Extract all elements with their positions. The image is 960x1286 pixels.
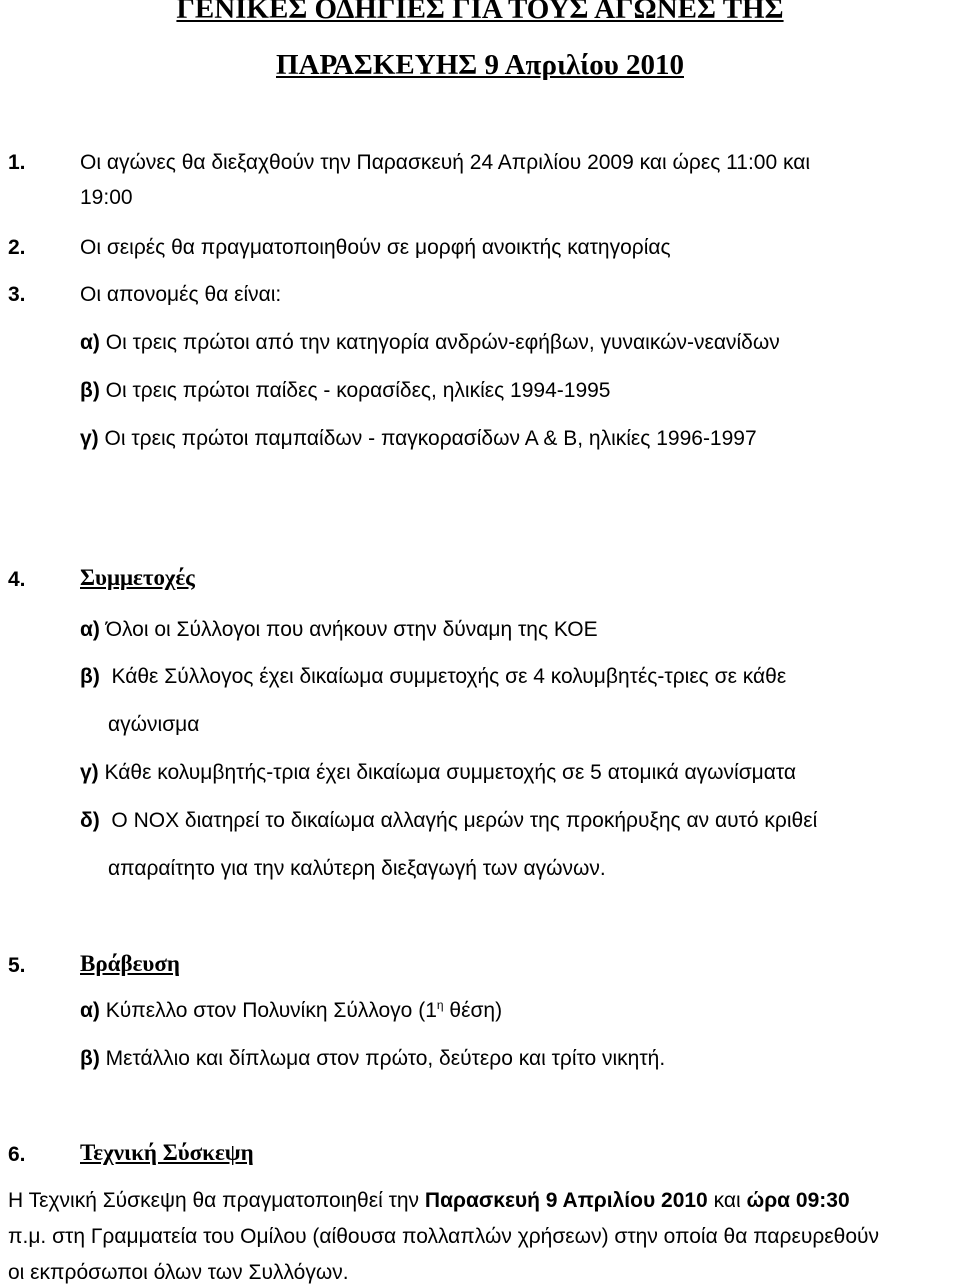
section-4-heading [80,565,195,592]
section-3-item-c [80,426,757,452]
superscript: η [436,998,444,1012]
item-text: Οι τρεις πρώτοι παμπαίδων - παγκορασίδων Α & Β, ηλικίες 1996-1997 [98,427,757,450]
item-text: Όλοι οι Σύλλογοι που ανήκουν στην δύναμη της ΚΟΕ [99,618,598,641]
section-5-item-a [80,998,502,1024]
item-text: Οι τρεις πρώτοι από την κατηγορία ανδρών-εφήβων, γυναικών-νεανίδων [99,331,780,354]
section-4-number: 4. [8,568,26,591]
item-label: α) [80,331,100,354]
section-4-item-c [80,760,796,786]
item-text: Μετάλλιο και δίπλωμα στον πρώτο, δεύτερο και τρίτο νικητή. [99,1047,666,1070]
section-4-item-b-cont: αγώνισμα [108,713,200,736]
section-3-number: 3. [8,283,26,306]
section-3-text: Οι απονομές θα είναι: [80,283,282,306]
item-label: α) [80,618,100,641]
item-text: Κύπελλο στον Πολυνίκη Σύλλογο (1 [99,999,437,1022]
item-text: Κάθε Σύλλογος έχει δικαίωμα συμμετοχής σε 4 κολυμβητές-τριες σε κάθε [99,665,787,688]
section-4-heading-text: Συμμετοχές [80,565,195,590]
section-6-heading [80,1140,254,1167]
section-6-heading-text: Τεχνική Σύσκεψη [80,1140,254,1165]
section-6-paragraph-line2: π.μ. στη Γραμματεία του Ομίλου (αίθουσα πολλαπλών χρήσεων) στην οποία θα παρευρεθούν [8,1225,879,1248]
section-1-text-cont: 19:00 [80,186,133,209]
paragraph-text: Η Τεχνική Σύσκεψη θα πραγματοποιηθεί την [8,1189,425,1212]
item-text: Οι τρεις πρώτοι παίδες - κορασίδες, ηλικίες 1994-1995 [99,379,611,402]
section-5-number: 5. [8,954,26,977]
section-3-item-b [80,378,610,404]
section-4-item-d-cont: απαραίτητο για την καλύτερη διεξαγωγή των αγώνων. [108,857,606,880]
section-5-item-b [80,1046,665,1072]
section-1-text: Οι αγώνες θα διεξαχθούν την Παρασκευή 24 Απριλίου 2009 και ώρες 11:00 και [80,151,811,174]
section-6-paragraph-line1 [8,1188,850,1214]
item-label: δ) [80,809,100,832]
paragraph-text: και [707,1189,747,1212]
item-text-tail: θέση) [443,999,503,1022]
item-text: Ο ΝΟΧ διατηρεί το δικαίωμα αλλαγής μερών της προκήρυξης αν αυτό κριθεί [99,809,818,832]
section-2-text: Οι σειρές θα πραγματοποιηθούν σε μορφή ανοικτής κατηγορίας [80,236,671,259]
section-3-item-a [80,330,780,356]
paragraph-time: ώρα 09:30 [746,1189,850,1212]
item-label: γ) [80,427,99,450]
section-1-number: 1. [8,151,26,174]
document-title-line2: ΠΑΡΑΣΚΕΥΗΣ 9 Απριλίου 2010 [276,49,684,81]
document-title-line1: ΓΕΝΙΚΕΣ ΟΔΗΓΙΕΣ ΓΙΑ ΤΟΥΣ ΑΓΩΝΕΣ ΤΗΣ [176,0,784,25]
section-6-number: 6. [8,1143,26,1166]
section-4-item-d [80,808,817,834]
item-text: Κάθε κολυμβητής-τρια έχει δικαίωμα συμμετοχής σε 5 ατομικά αγωνίσματα [98,761,797,784]
section-4-item-b [80,664,786,690]
section-6-paragraph-line3: οι εκπρόσωποι όλων των Συλλόγων. [8,1261,349,1284]
section-5-heading-text: Βράβευση [80,951,180,976]
item-label: β) [80,1047,100,1070]
paragraph-date: Παρασκευή 9 Απριλίου 2010 [424,1189,708,1212]
section-2-number: 2. [8,236,26,259]
item-label: β) [80,379,100,402]
item-label: γ) [80,761,99,784]
item-label: β) [80,665,100,688]
item-label: α) [80,999,100,1022]
section-4-item-a [80,617,598,643]
section-5-heading [80,951,180,978]
